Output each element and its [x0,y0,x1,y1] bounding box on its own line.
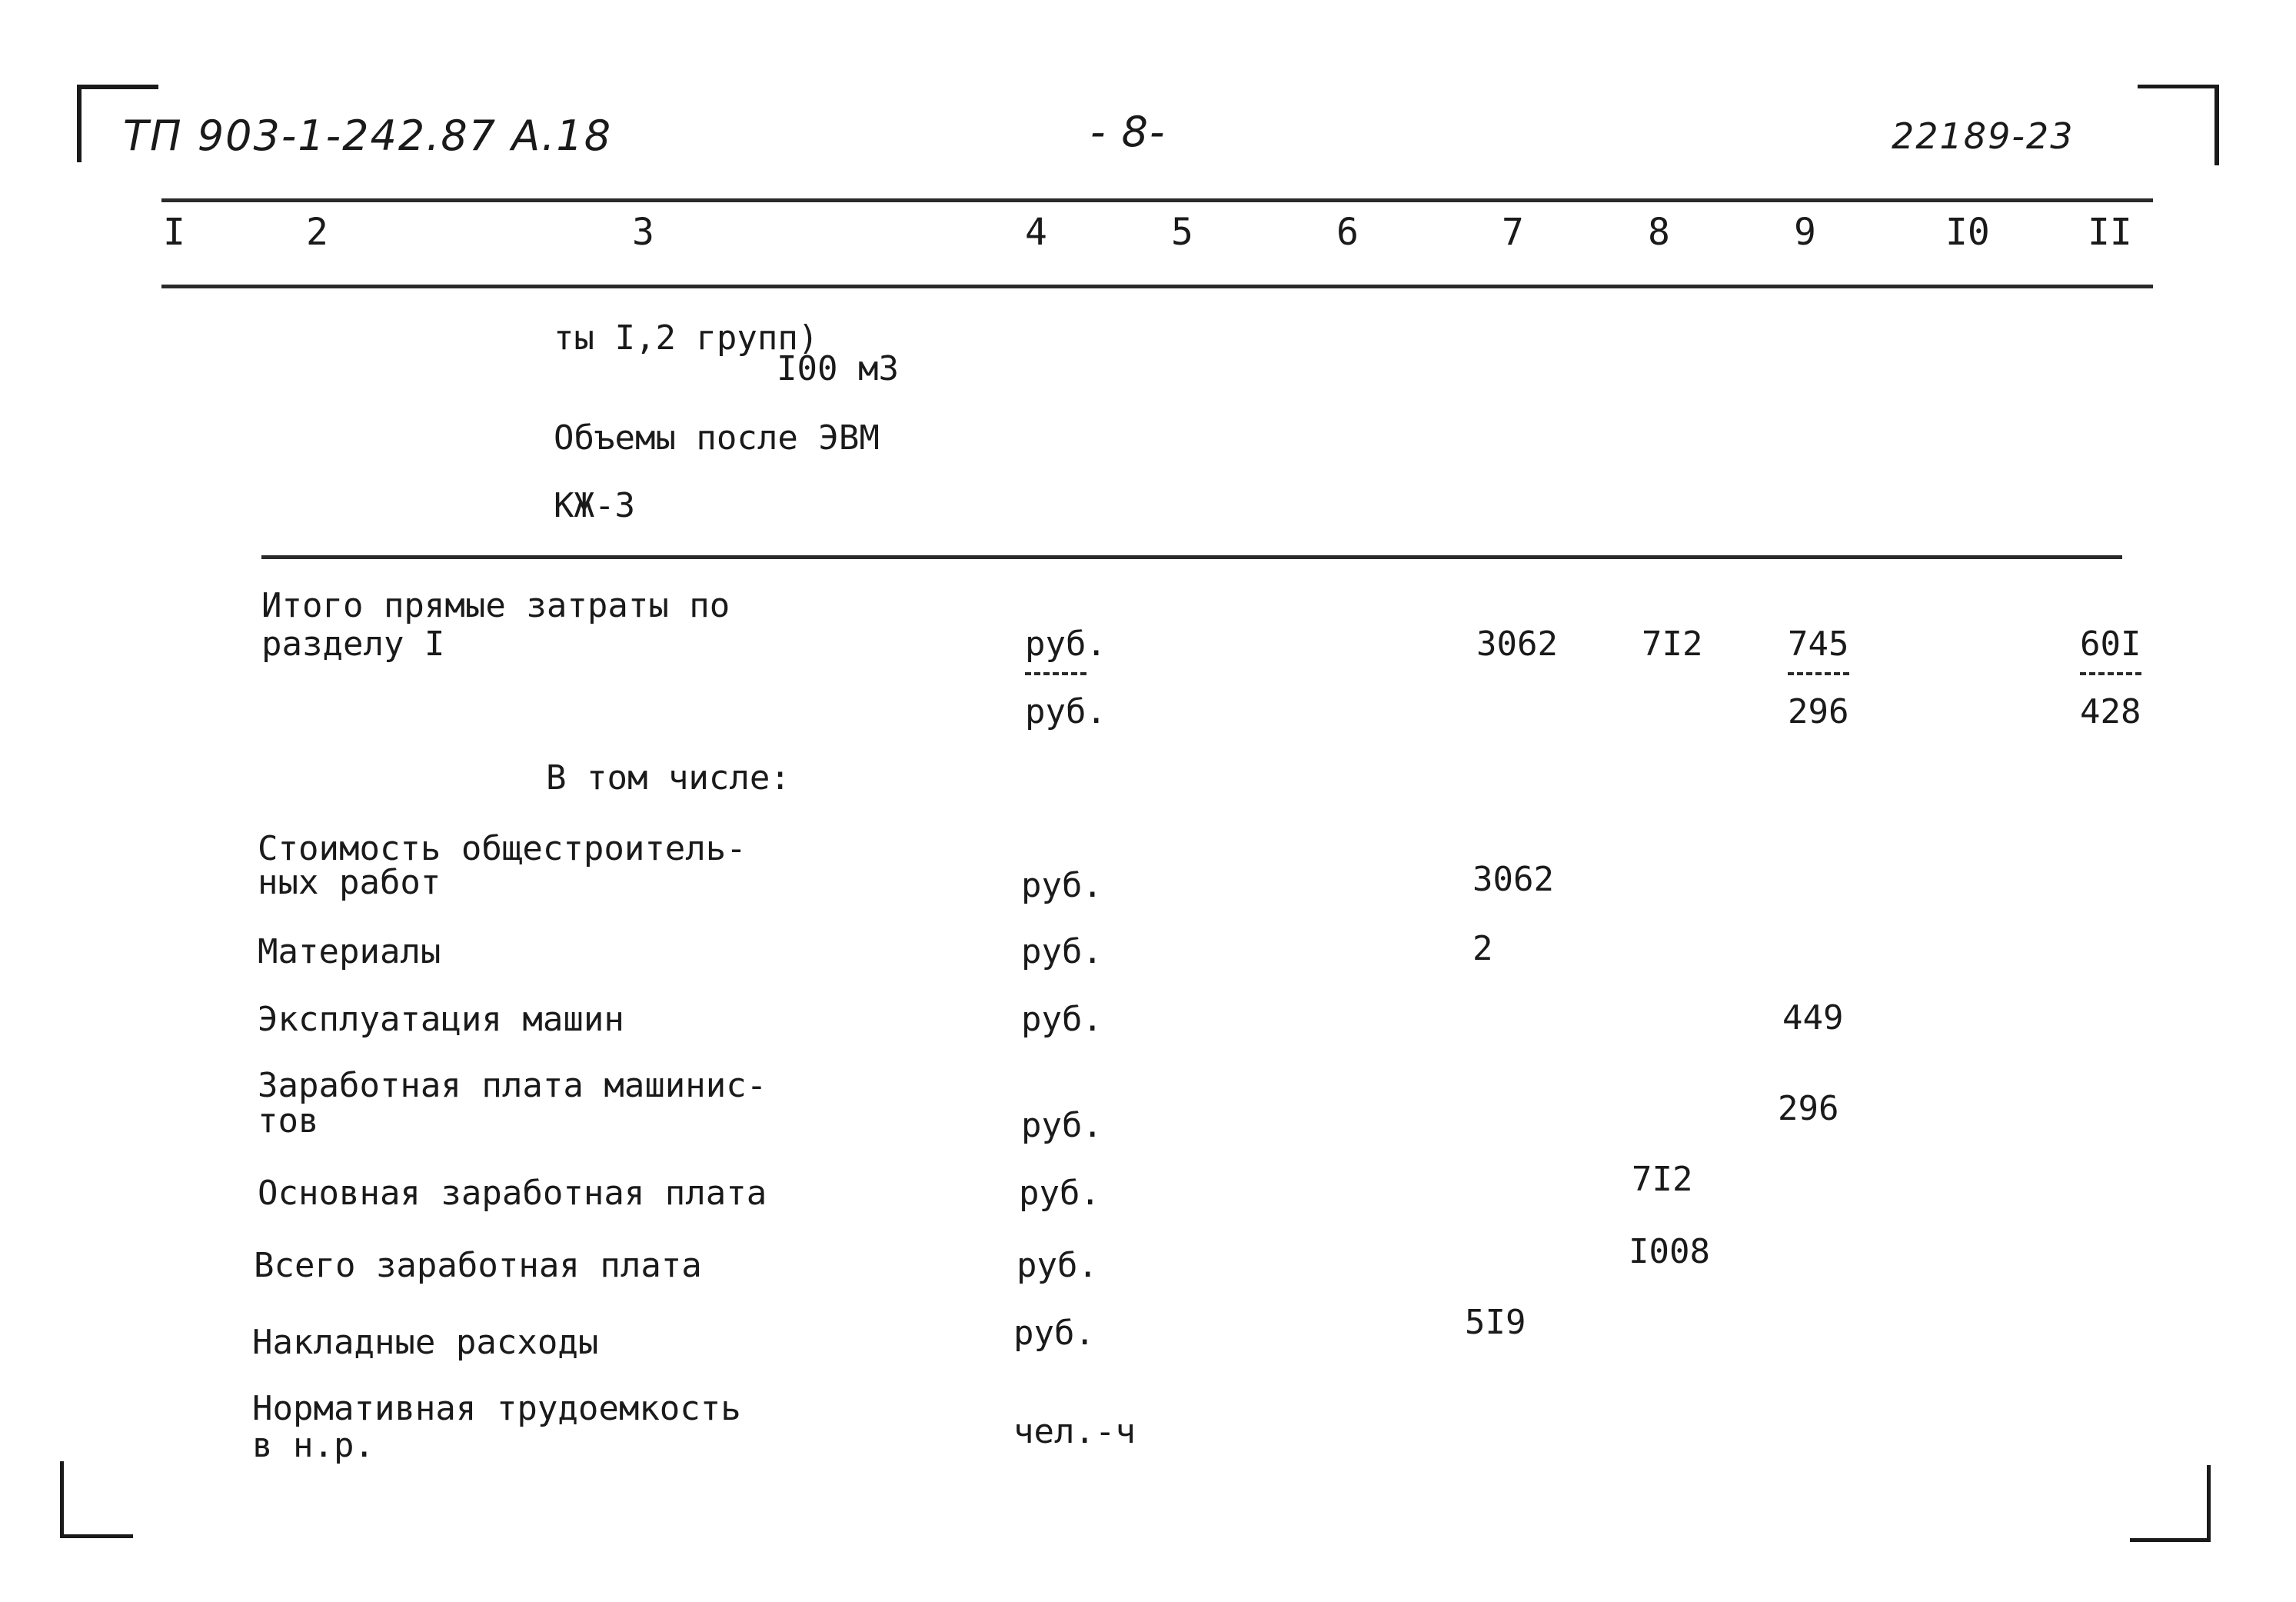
row-base-wages-value: 7I2 [1632,1160,1693,1199]
total-label-line-2: разделу I [261,624,445,664]
column-number-9: 9 [1794,211,1816,254]
intro-line-2: I00 м3 [777,349,899,388]
page-number: - 8- [1090,108,1166,156]
column-number-10: I0 [1945,211,1990,254]
column-number-4: 4 [1025,211,1047,254]
total-col9-bottom: 296 [1788,692,1849,731]
document-code: ТП 903-1-242.87 А.18 [123,112,613,160]
row-construction-cost-label-1: Стоимость общестроитель- [258,829,747,868]
total-col9-fraction-line [1788,672,1849,675]
row-machine-operation-unit: руб. [1021,1000,1103,1039]
intro-line-1: ты I,2 групп) [554,318,819,358]
total-unit-bottom: руб. [1025,692,1106,731]
row-operator-wages-unit: руб. [1021,1106,1103,1145]
archive-number: 22189-23 [1892,115,2075,157]
row-overhead-value: 5I9 [1465,1303,1526,1342]
frame-corner-top-right [2138,85,2219,165]
column-number-2: 2 [306,211,328,254]
column-number-7: 7 [1502,211,1524,254]
row-overhead-label: Накладные расходы [252,1323,599,1362]
row-operator-wages-label-2: тов [258,1101,319,1141]
row-construction-cost-unit: руб. [1021,866,1103,905]
frame-corner-bottom-right [2130,1465,2211,1542]
row-labor-intensity-label-2: в н.р. [252,1426,374,1465]
row-machine-operation-label: Эксплуатация машин [258,1000,624,1039]
row-materials-unit: руб. [1021,932,1103,971]
row-materials-value: 2 [1472,929,1493,968]
row-total-wages-unit: руб. [1017,1246,1098,1285]
total-col11-fraction-line [2080,672,2141,675]
row-labor-intensity-unit: чел.-ч [1013,1412,1136,1451]
row-machine-operation-value: 449 [1782,998,1844,1037]
frame-corner-bottom-left [60,1461,133,1538]
total-col9-top: 745 [1788,624,1849,664]
row-operator-wages-value: 296 [1778,1089,1839,1128]
row-base-wages-label: Основная заработная плата [258,1174,767,1213]
header-bottom-rule [161,285,2153,288]
total-col11-top: 60I [2080,624,2141,664]
row-base-wages-unit: руб. [1019,1174,1100,1213]
row-construction-cost-value: 3062 [1472,860,1554,899]
intro-line-3: Объемы после ЭВМ [554,418,880,458]
column-number-1: I [163,211,185,254]
column-number-8: 8 [1648,211,1670,254]
header-top-rule [161,198,2153,202]
total-col8-value: 7I2 [1642,624,1703,664]
row-construction-cost-label-2: ных работ [258,863,441,902]
column-number-5: 5 [1171,211,1193,254]
column-number-3: 3 [632,211,654,254]
intro-line-4: КЖ-3 [554,486,635,525]
row-materials-label: Материалы [258,932,441,971]
row-total-wages-value: I008 [1629,1232,1710,1271]
row-total-wages-label: Всего заработная плата [254,1246,702,1285]
column-number-11: II [2088,211,2132,254]
total-col7-value: 3062 [1476,624,1558,664]
total-label-line-1: Итого прямые затраты по [261,586,730,625]
row-overhead-unit: руб. [1013,1314,1095,1353]
total-unit-top: руб. [1025,624,1106,664]
section-rule [261,555,2122,559]
including-label: В том числе: [546,758,790,798]
column-number-6: 6 [1336,211,1359,254]
row-labor-intensity-label-1: Нормативная трудоемкость [252,1389,741,1428]
row-operator-wages-label-1: Заработная плата машинис- [258,1066,767,1105]
total-col11-bottom: 428 [2080,692,2141,731]
total-unit-fraction-line [1025,672,1086,675]
